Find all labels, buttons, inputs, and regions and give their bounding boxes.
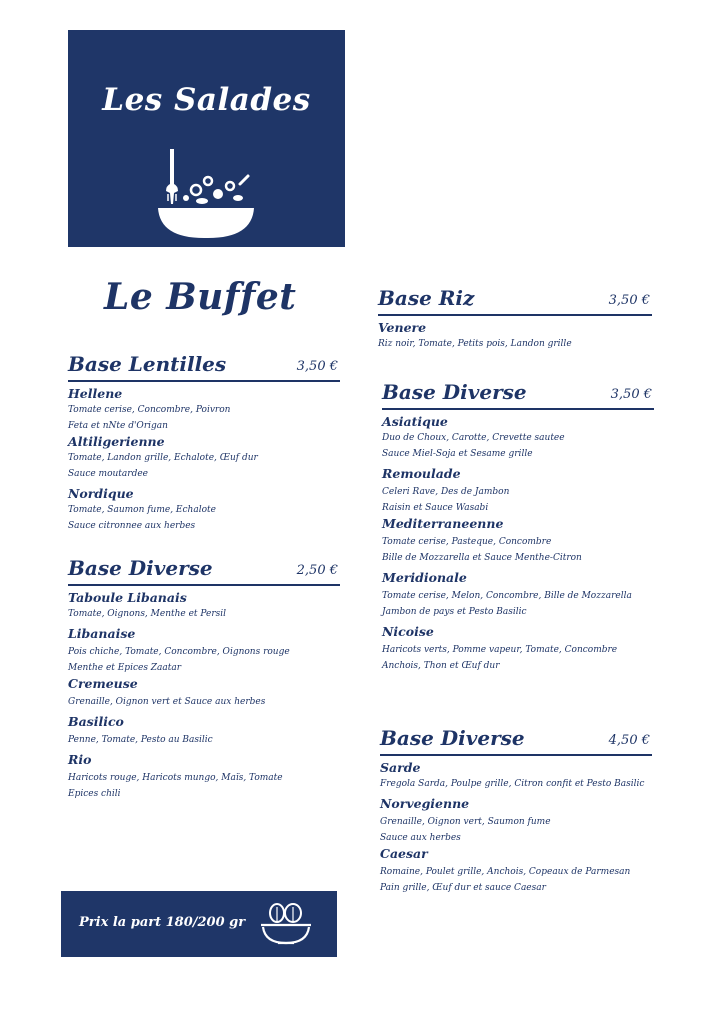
item-name: Sarde	[380, 760, 421, 775]
item-description: Riz noir, Tomate, Petits pois, Landon grille	[378, 339, 572, 349]
item-description: Jambon de pays et Pesto Basilic	[382, 607, 527, 617]
item-description: Tomate, Saumon fume, Echalote	[68, 505, 216, 515]
section-header	[382, 380, 654, 410]
menu-item	[382, 466, 654, 516]
section-price: 2,50 €	[296, 563, 338, 578]
item-description: Haricots rouge, Haricots mungo, Maïs, Tomate	[68, 773, 283, 783]
item-description: Raisin et Sauce Wasabi	[382, 503, 489, 513]
section-price: 3,50 €	[296, 359, 338, 374]
section-header	[378, 286, 652, 316]
item-description: Pois chiche, Tomate, Concombre, Oignons rouge	[68, 647, 290, 657]
item-name: Taboule Libanais	[68, 590, 187, 605]
menu-item	[68, 714, 340, 748]
section-title: Base Diverse	[380, 726, 525, 750]
item-description: Epices chili	[68, 789, 121, 799]
section-header	[380, 726, 652, 756]
section-title: Base Lentilles	[68, 352, 227, 376]
item-description: Sauce Miel-Soja et Sesame grille	[382, 449, 533, 459]
item-name: Asiatique	[382, 414, 448, 429]
menu-item	[382, 624, 654, 674]
menu-item	[68, 676, 340, 710]
item-description: Fregola Sarda, Poulpe grille, Citron confit et Pesto Basilic	[380, 779, 645, 789]
menu-item	[382, 516, 654, 566]
item-description: Feta et nNte d'Origan	[68, 421, 168, 431]
item-description: Menthe et Epices Zaatar	[68, 663, 182, 673]
section-price: 3,50 €	[610, 387, 652, 402]
section-title: Base Diverse	[382, 380, 527, 404]
menu-item	[68, 486, 340, 534]
section-base-riz	[378, 286, 652, 352]
item-name: Nordique	[68, 486, 134, 501]
section-price: 4,50 €	[608, 733, 650, 748]
item-name: Mediterraneenne	[382, 516, 504, 531]
item-description: Grenaille, Oignon vert, Saumon fume	[380, 817, 551, 827]
item-description: Tomate, Oignons, Menthe et Persil	[68, 609, 227, 619]
price-footer	[61, 891, 337, 957]
item-name: Cremeuse	[68, 676, 138, 691]
item-name: Rio	[68, 752, 92, 767]
section-title: Base Diverse	[68, 556, 213, 580]
item-name: Remoulade	[382, 466, 461, 481]
item-name: Nicoise	[382, 624, 434, 639]
item-description: Bille de Mozzarella et Sauce Menthe-Citron	[382, 553, 582, 563]
item-name: Caesar	[380, 846, 428, 861]
section-header	[68, 556, 340, 586]
section-base-diverse-2	[382, 380, 654, 674]
menu-item	[378, 320, 652, 352]
section-base-lentilles	[68, 352, 340, 534]
item-name: Venere	[378, 320, 427, 335]
item-description: Anchois, Thon et Œuf dur	[382, 661, 500, 671]
item-description: Grenaille, Oignon vert et Sauce aux herbes	[68, 697, 266, 707]
item-description: Sauce moutardee	[68, 469, 149, 479]
salad-bowl-icon	[156, 146, 256, 242]
menu-item	[380, 846, 652, 896]
page-title: Les Salades	[102, 82, 311, 118]
item-description: Pain grille, Œuf dur et sauce Caesar	[380, 883, 546, 893]
menu-item	[380, 796, 652, 846]
menu-item	[68, 626, 340, 676]
item-description: Tomate cerise, Pasteque, Concombre	[382, 537, 552, 547]
portion-price-text: Prix la part 180/200 gr	[79, 915, 246, 930]
menu-item	[68, 590, 340, 622]
item-description: Sauce aux herbes	[380, 833, 461, 843]
section-base-diverse-1	[68, 556, 340, 802]
item-description: Tomate, Landon grille, Echalote, Œuf dur	[68, 453, 258, 463]
salad-bowl-icon	[257, 899, 315, 949]
section-header	[68, 352, 340, 382]
item-name: Hellene	[68, 386, 123, 401]
item-name: Altiligerienne	[68, 434, 165, 449]
item-name: Meridionale	[382, 570, 467, 585]
menu-item	[380, 760, 652, 792]
item-description: Romaine, Poulet grille, Anchois, Copeaux de Parmesan	[380, 867, 631, 877]
item-name: Libanaise	[68, 626, 136, 641]
section-base-diverse-3	[380, 726, 652, 896]
item-description: Duo de Choux, Carotte, Crevette sautee	[382, 433, 565, 443]
menu-item	[68, 752, 340, 802]
item-name: Basilico	[68, 714, 124, 729]
section-title: Base Riz	[378, 286, 475, 310]
menu-item	[68, 386, 340, 434]
item-description: Celeri Rave, Des de Jambon	[382, 487, 510, 497]
item-description: Haricots verts, Pomme vapeur, Tomate, Concombre	[382, 645, 618, 655]
section-price: 3,50 €	[608, 293, 650, 308]
menu-item	[68, 434, 340, 482]
menu-item	[382, 570, 654, 620]
item-name: Norvegienne	[380, 796, 470, 811]
header-banner	[68, 30, 345, 247]
buffet-title: Le Buffet	[104, 276, 297, 318]
item-description: Tomate cerise, Melon, Concombre, Bille de Mozzarella	[382, 591, 632, 601]
item-description: Sauce citronnee aux herbes	[68, 521, 196, 531]
item-description: Penne, Tomate, Pesto au Basilic	[68, 735, 213, 745]
item-description: Tomate cerise, Concombre, Poivron	[68, 405, 231, 415]
menu-item	[382, 414, 654, 462]
